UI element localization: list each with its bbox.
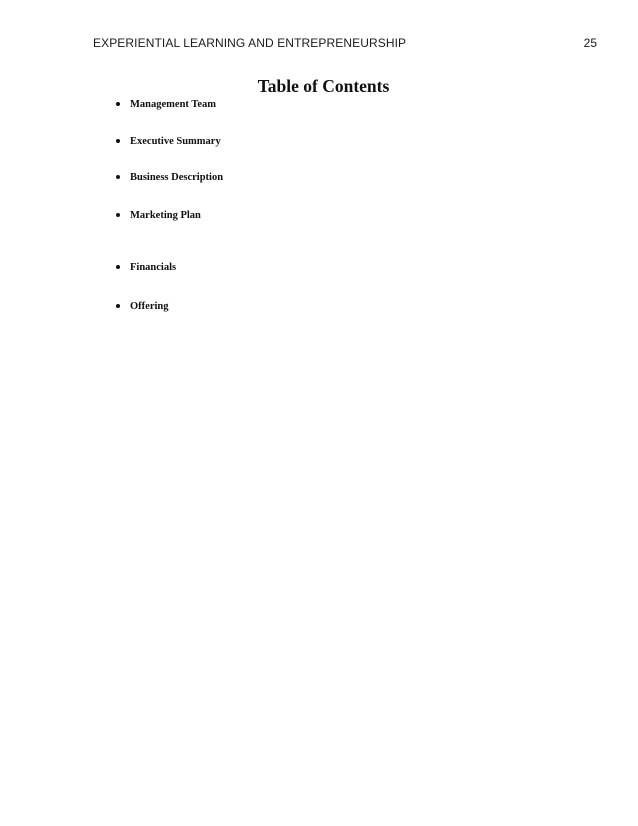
bullet-icon — [116, 304, 120, 308]
toc-item-marketing-plan — [116, 207, 201, 223]
toc-item-business-description — [116, 169, 223, 185]
toc-item-management-team — [116, 96, 216, 112]
toc-item-executive-summary — [116, 133, 221, 149]
toc-item-label: Offering — [130, 300, 169, 312]
toc-title — [0, 76, 638, 97]
bullet-icon — [116, 213, 120, 217]
bullet-icon — [116, 139, 120, 143]
bullet-icon — [116, 102, 120, 106]
toc-item-label: Executive Summary — [130, 135, 221, 147]
bullet-icon — [116, 265, 120, 269]
toc-item-label: Business Description — [130, 171, 224, 183]
toc-item-offering — [116, 298, 169, 314]
toc-item-label: Marketing Plan — [130, 209, 201, 221]
running-head: EXPERIENTIAL LEARNING AND ENTREPRENEURSHIP — [93, 36, 407, 50]
toc-item-label: Management Team — [130, 98, 217, 110]
page-number: 25 — [583, 36, 597, 50]
bullet-icon — [116, 175, 120, 179]
toc-title-text: Table of Contents — [257, 76, 390, 96]
toc-item-label: Financials — [130, 261, 177, 273]
toc-item-financials — [116, 259, 176, 275]
